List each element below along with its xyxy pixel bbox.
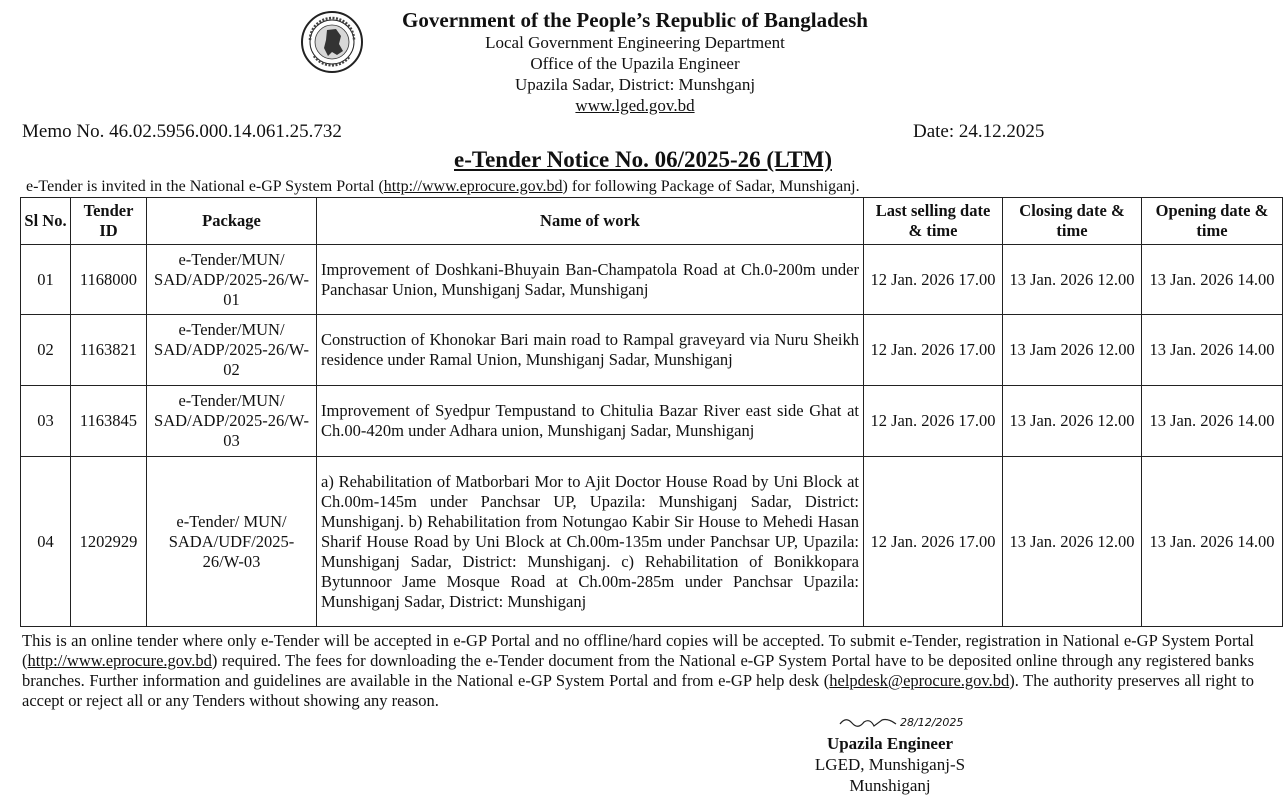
cell-closing: 13 Jam 2026 12.00 — [1003, 315, 1142, 386]
cell-closing: 13 Jan. 2026 12.00 — [1003, 245, 1142, 315]
signatory-designation: Upazila Engineer — [826, 734, 954, 753]
signatory-place: Munshiganj — [849, 776, 931, 795]
col-work: Name of work — [317, 198, 864, 245]
col-closing: Closing date & time — [1003, 198, 1142, 245]
col-opening: Opening date & time — [1142, 198, 1283, 245]
letterhead — [300, 8, 970, 116]
signature-scribble-icon — [838, 714, 898, 732]
cell-work: Construction of Khonokar Bari main road to Rampal graveyard via Nuru Sheikh residence under Ramal Union, Munshiganj Sadar, Munshiganj — [317, 315, 864, 386]
cell-selling: 12 Jan. 2026 17.00 — [864, 245, 1003, 315]
cell-package: e-Tender/MUN/ SAD/ADP/2025-26/W-01 — [147, 245, 317, 315]
col-selling: Last selling date & time — [864, 198, 1003, 245]
cell-work: Improvement of Doshkani-Bhuyain Ban-Champatola Road at Ch.0-200m under Panchasar Union, Munshiganj Sadar, Munshiganj — [317, 245, 864, 315]
cell-package: e-Tender/MUN/ SAD/ADP/2025-26/W-03 — [147, 386, 317, 457]
footer-terms — [22, 631, 1254, 711]
cell-package: e-Tender/MUN/ SAD/ADP/2025-26/W-02 — [147, 315, 317, 386]
cell-closing: 13 Jan. 2026 12.00 — [1003, 457, 1142, 627]
cell-selling: 12 Jan. 2026 17.00 — [864, 315, 1003, 386]
footer-part1: This is an online tender where only e-Tender will be accepted in e-GP Portal and no offline/hard copies will be accepted. To submit e-Tender, registration in National e-GP System Portal ( — [22, 631, 1254, 670]
footer-part2: ) required. The fees for downloading the e-Tender document from the National e-GP System Portal have to be deposited online through any registered banks branches. Further information and guidelines are available in the National e-GP System Portal and from e-GP help desk ( — [22, 651, 1254, 690]
tender-table — [20, 197, 1283, 627]
dept-name: Local Government Engineering Department — [485, 33, 785, 52]
table-row — [21, 457, 1283, 627]
cell-sl: 03 — [21, 386, 71, 457]
footer-part3: ). The authority preserves all right to accept or reject all or any Tenders without showing any reason. — [22, 671, 1254, 710]
cell-work: Improvement of Syedpur Tempustand to Chitulia Bazar River east side Ghat at Ch.00-420m under Adhara union, Munshiganj Sadar, Munshiganj — [317, 386, 864, 457]
signature-mark — [800, 716, 980, 734]
signature-block — [800, 716, 980, 796]
cell-opening: 13 Jan. 2026 14.00 — [1142, 386, 1283, 457]
notice-title: e-Tender Notice No. 06/2025-26 (LTM) — [454, 147, 832, 172]
intro-text — [26, 178, 860, 196]
org-name: Government of the People’s Republic of Bangladesh — [402, 8, 868, 32]
cell-selling: 12 Jan. 2026 17.00 — [864, 457, 1003, 627]
notice-date: Date: 24.12.2025 — [913, 121, 1045, 142]
signatory-office: LGED, Munshiganj-S — [814, 755, 966, 774]
cell-tender-id: 1168000 — [71, 245, 147, 315]
office-address: Upazila Sadar, District: Munshganj — [514, 75, 756, 94]
signature-date: 28/12/2025 — [900, 716, 964, 729]
helpdesk-email-link[interactable]: helpdesk@eprocure.gov.bd — [829, 671, 1010, 690]
intro-before: e-Tender is invited in the National e-GP System Portal ( — [26, 178, 384, 195]
table-row — [21, 386, 1283, 457]
col-sl: Sl No. — [21, 198, 71, 245]
footer-eprocure-link[interactable]: http://www.eprocure.gov.bd — [27, 651, 212, 670]
eprocure-link[interactable]: http://www.eprocure.gov.bd — [383, 178, 563, 195]
cell-closing: 13 Jan. 2026 12.00 — [1003, 386, 1142, 457]
cell-tender-id: 1163845 — [71, 386, 147, 457]
cell-tender-id: 1202929 — [71, 457, 147, 627]
cell-sl: 02 — [21, 315, 71, 386]
cell-tender-id: 1163821 — [71, 315, 147, 386]
table-row — [21, 315, 1283, 386]
col-tender-id: Tender ID — [71, 198, 147, 245]
cell-sl: 01 — [21, 245, 71, 315]
cell-opening: 13 Jan. 2026 14.00 — [1142, 457, 1283, 627]
table-row — [21, 245, 1283, 315]
cell-package: e-Tender/ MUN/ SADA/UDF/2025-26/W-03 — [147, 457, 317, 627]
cell-opening: 13 Jan. 2026 14.00 — [1142, 315, 1283, 386]
memo-number: Memo No. 46.02.5956.000.14.061.25.732 — [22, 121, 342, 142]
cell-sl: 04 — [21, 457, 71, 627]
table-header-row — [21, 198, 1283, 245]
col-package: Package — [147, 198, 317, 245]
cell-selling: 12 Jan. 2026 17.00 — [864, 386, 1003, 457]
intro-after: ) for following Package of Sadar, Munshiganj. — [562, 178, 860, 195]
cell-opening: 13 Jan. 2026 14.00 — [1142, 245, 1283, 315]
office-name: Office of the Upazila Engineer — [530, 54, 740, 73]
website-link[interactable]: www.lged.gov.bd — [575, 96, 695, 115]
cell-work: a) Rehabilitation of Matborbari Mor to Ajit Doctor House Road by Uni Block at Ch.00m-145m under Panchsar UP, Upazila: Munshiganj Sadar, District: Munshiganj. b) Rehabilitation from Notungao Kabir Sir House to Mehedi Hasan Sharif House Road by Uni Block at Ch.00m-135m under Panchsar UP, Upazila: Munshiganj Sadar, District: Munshiganj. c) Rehabilitation of Bonikkopara Bytunnoor Jame Mosque Road at Ch.00m-285m under Panchsar Upazila: Munshiganj Sadar, District: Munshiganj — [317, 457, 864, 627]
